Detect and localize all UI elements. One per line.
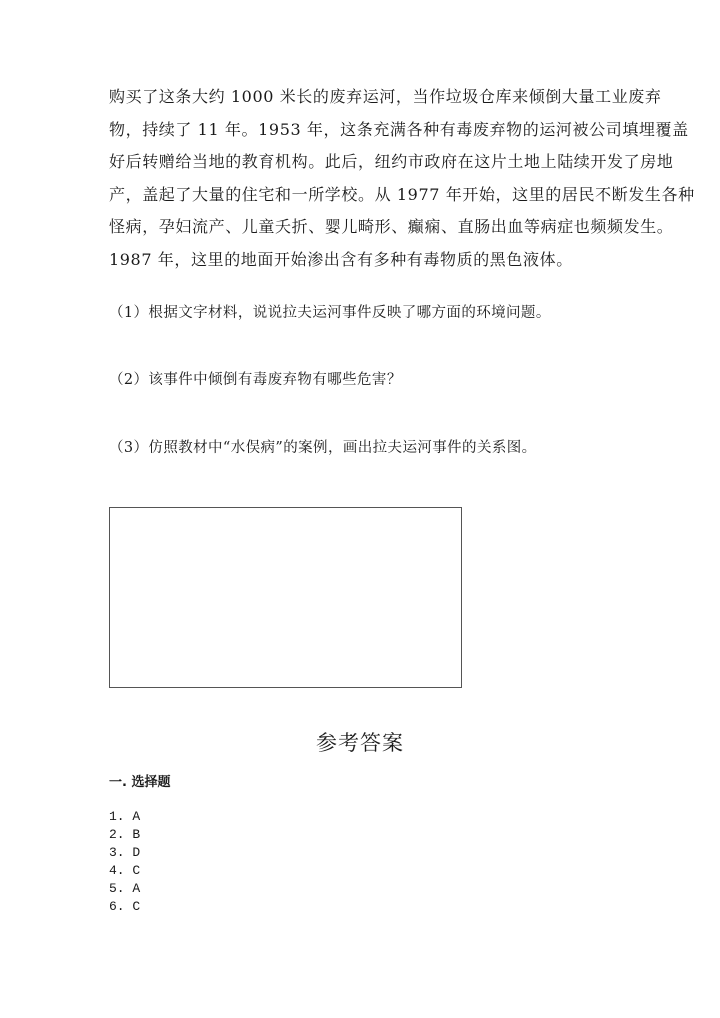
answer-item: 1. A <box>109 809 141 824</box>
answer-item: 6. C <box>109 899 141 914</box>
answer-key-title: 参考答案 <box>316 731 404 755</box>
material-line: 购买了这条大约 1000 米长的废弃运河，当作垃圾仓库来倾倒大量工业废弃 <box>109 87 662 106</box>
answer-item: 2. B <box>109 827 141 842</box>
answer-item: 5. A <box>109 881 141 896</box>
reading-material <box>109 81 695 277</box>
question-3: （3）仿照教材中“水俣病”的案例，画出拉夫运河事件的关系图。 <box>109 440 537 456</box>
drawing-answer-box <box>109 507 462 688</box>
material-line: 好后转赠给当地的教育机构。此后，纽约市政府在这片土地上陆续开发了房地 <box>109 152 674 172</box>
material-line: 怪病，孕妇流产、儿童夭折、婴儿畸形、癫痫、直肠出血等病症也频频发生。 <box>109 217 674 237</box>
question-1: （1）根据文字材料，说说拉夫运河事件反映了哪方面的环境问题。 <box>109 305 551 321</box>
answer-list <box>109 808 140 916</box>
answer-item: 3. D <box>109 845 141 860</box>
material-line: 物，持续了 11 年。1953 年，这条充满各种有毒废弃物的运河被公司填埋覆盖 <box>109 119 689 139</box>
answer-item: 4. C <box>109 863 141 878</box>
material-line: 产，盖起了大量的住宅和一所学校。从 1977 年开始，这里的居民不断发生各种 <box>109 184 695 204</box>
section-heading-multiple-choice: 一. 选择题 <box>109 775 171 790</box>
material-line: 1987 年，这里的地面开始渗出含有多种有毒物质的黑色液体。 <box>109 249 573 269</box>
question-2: （2）该事件中倾倒有毒废弃物有哪些危害？ <box>109 372 402 388</box>
